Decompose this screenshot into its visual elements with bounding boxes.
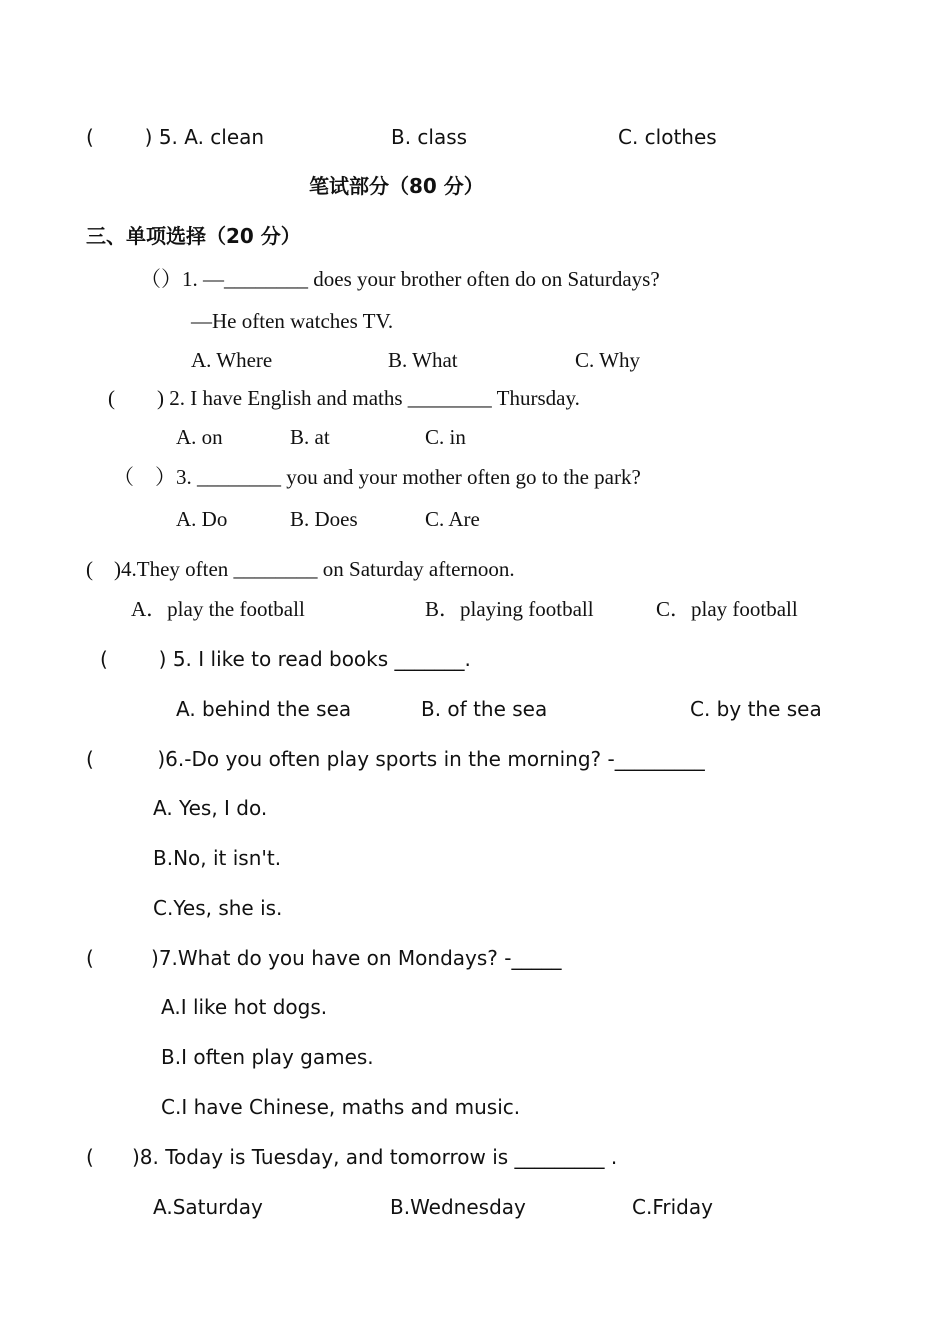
question-7-option-a[interactable]: A.I like hot dogs. [161, 995, 328, 1019]
question-7-option-b[interactable]: B.I often play games. [161, 1045, 374, 1069]
question-2-stem: ( ) 2. I have English and maths ________ Thursday. [108, 386, 580, 410]
question-2-option-b[interactable]: B. at [290, 425, 330, 449]
question-1-option-b[interactable]: B. What [388, 348, 458, 372]
question-1-option-a[interactable]: A. Where [191, 348, 273, 372]
question-7-option-c[interactable]: C.I have Chinese, maths and music. [161, 1095, 521, 1119]
question-8-option-b[interactable]: B.Wednesday [390, 1195, 526, 1219]
question-4-option-c[interactable]: C．play football [656, 597, 798, 621]
question-3-option-b[interactable]: B. Does [290, 507, 358, 531]
question-8-option-a[interactable]: A.Saturday [153, 1195, 263, 1219]
question-3-option-a[interactable]: A. Do [176, 507, 228, 531]
question-2-option-a[interactable]: A. on [176, 425, 223, 449]
listening-q5-option-c: C. clothes [618, 125, 717, 149]
question-8-stem: ( )8. Today is Tuesday, and tomorrow is _________ . [86, 1145, 618, 1169]
section-three-title: 三、单项选择（20 分） [86, 224, 301, 248]
question-1-option-c[interactable]: C. Why [575, 348, 640, 372]
listening-q5-option-b: B. class [391, 125, 468, 149]
question-6-option-a[interactable]: A. Yes, I do. [153, 796, 268, 820]
question-6-stem: ( )6.-Do you often play sports in the morning? -_________ [86, 747, 705, 771]
question-5-stem: ( ) 5. I like to read books _______. [100, 647, 471, 671]
question-4-stem: ( )4.They often ________ on Saturday afternoon. [86, 557, 515, 581]
listening-q5-stem: ( ) 5. A. clean [86, 125, 265, 149]
question-3-stem: （ ）3. ________ you and your mother often go to the park? [113, 465, 641, 489]
question-1-stem: （）1. —________ does your brother often do on Saturdays? [140, 267, 660, 291]
question-4-option-a[interactable]: A．play the football [131, 597, 305, 621]
question-5-option-c[interactable]: C. by the sea [690, 697, 822, 721]
written-section-title: 笔试部分（80 分） [309, 174, 484, 198]
question-5-option-b[interactable]: B. of the sea [421, 697, 548, 721]
question-7-stem: ( )7.What do you have on Mondays? -_____ [86, 946, 562, 970]
question-2-option-c[interactable]: C. in [425, 425, 466, 449]
question-4-option-b[interactable]: B．playing football [425, 597, 594, 621]
question-3-option-c[interactable]: C. Are [425, 507, 480, 531]
question-5-option-a[interactable]: A. behind the sea [176, 697, 352, 721]
question-6-option-c[interactable]: C.Yes, she is. [153, 896, 283, 920]
question-6-option-b[interactable]: B.No, it isn't. [153, 846, 282, 870]
question-1-answer-line: —He often watches TV. [191, 309, 394, 333]
question-8-option-c[interactable]: C.Friday [632, 1195, 713, 1219]
